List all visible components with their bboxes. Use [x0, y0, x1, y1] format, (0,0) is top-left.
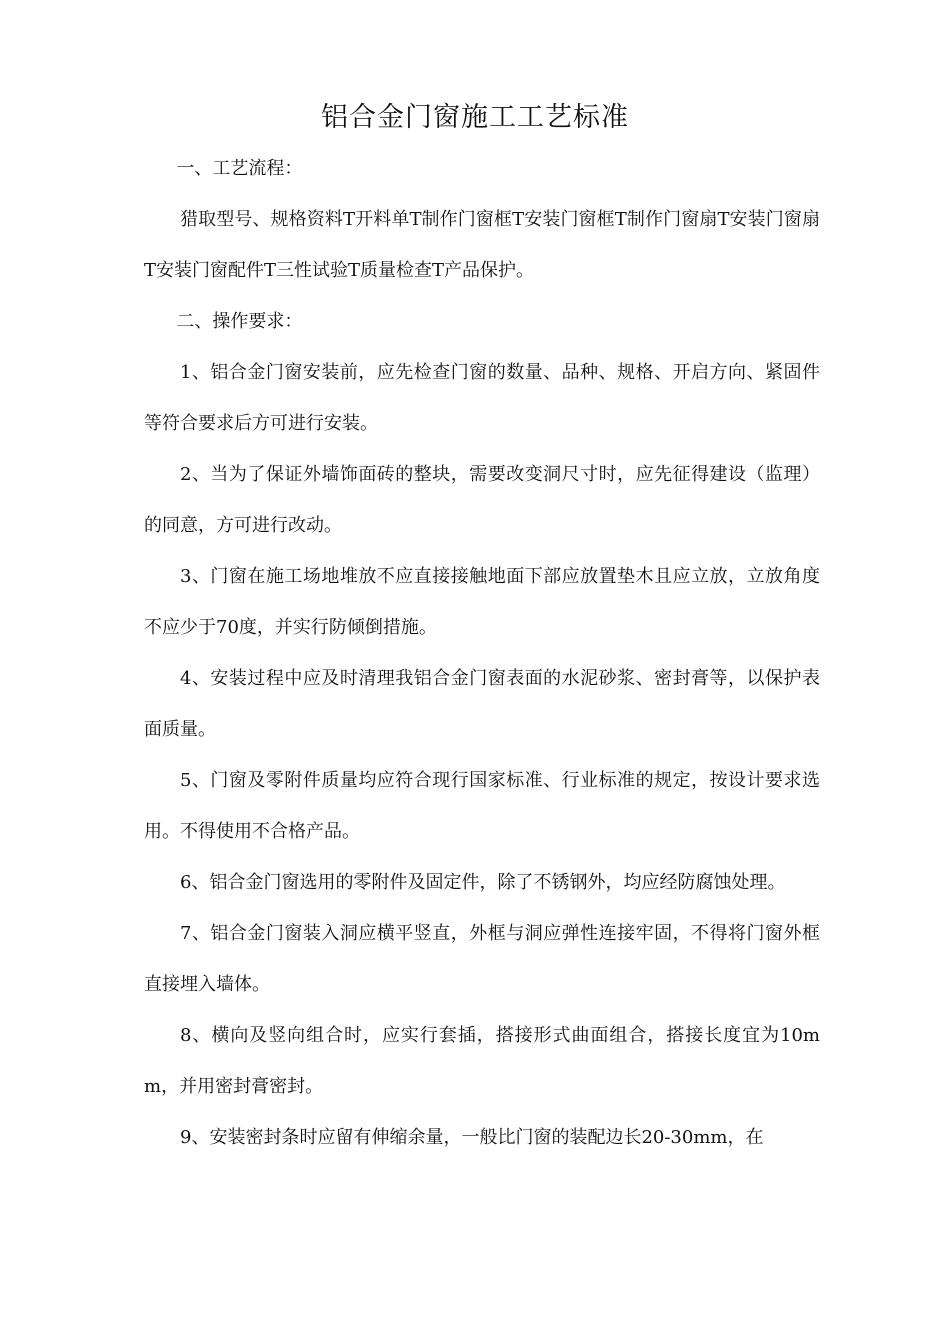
section-heading-process: 一、工艺流程： [176, 158, 303, 179]
requirement-item-3: 3、门窗在施工场地堆放不应直接接触地面下部应放置垫木且应立放，立放角度不应少于70度，并实行防倾倒措施。 [144, 566, 820, 638]
requirement-item-7: 7、铝合金门窗装入洞应横平竖直，外框与洞应弹性连接牢固，不得将门窗外框直接埋入墙体。 [144, 923, 820, 995]
requirement-item-1: 1、铝合金门窗安装前，应先检查门窗的数量、品种、规格、开启方向、紧固件等符合要求后方可进行安装。 [144, 362, 820, 434]
requirement-item-9: 9、安装密封条时应留有伸缩余量，一般比门窗的装配边长20-30mm，在 [180, 1127, 764, 1148]
document-title: 铝合金门窗施工工艺标准 [321, 102, 629, 133]
requirement-item-4: 4、安装过程中应及时清理我铝合金门窗表面的水泥砂浆、密封膏等，以保护表面质量。 [144, 668, 820, 740]
requirement-item-5: 5、门窗及零附件质量均应符合现行国家标准、行业标准的规定，按设计要求选用。不得使用不合格产品。 [144, 770, 820, 842]
document-body [144, 143, 820, 1163]
requirement-item-2: 2、当为了保证外墙饰面砖的整块，需要改变洞尺寸时，应先征得建设（监理）的同意，方可进行改动。 [144, 464, 820, 536]
requirement-item-6: 6、铝合金门窗选用的零附件及固定件，除了不锈钢外，均应经防腐蚀处理。 [180, 872, 786, 893]
process-flow-paragraph: 猎取型号、规格资料T开料单T制作门窗框T安装门窗框T制作门窗扇T安装门窗扇T安装门窗配件T三性试验T质量检查T产品保护。 [144, 209, 820, 281]
requirement-item-8: 8、横向及竖向组合时，应实行套插，搭接形式曲面组合，搭接长度宜为10mm，并用密封膏密封。 [144, 1025, 820, 1097]
section-heading-requirements: 二、操作要求： [176, 311, 303, 332]
